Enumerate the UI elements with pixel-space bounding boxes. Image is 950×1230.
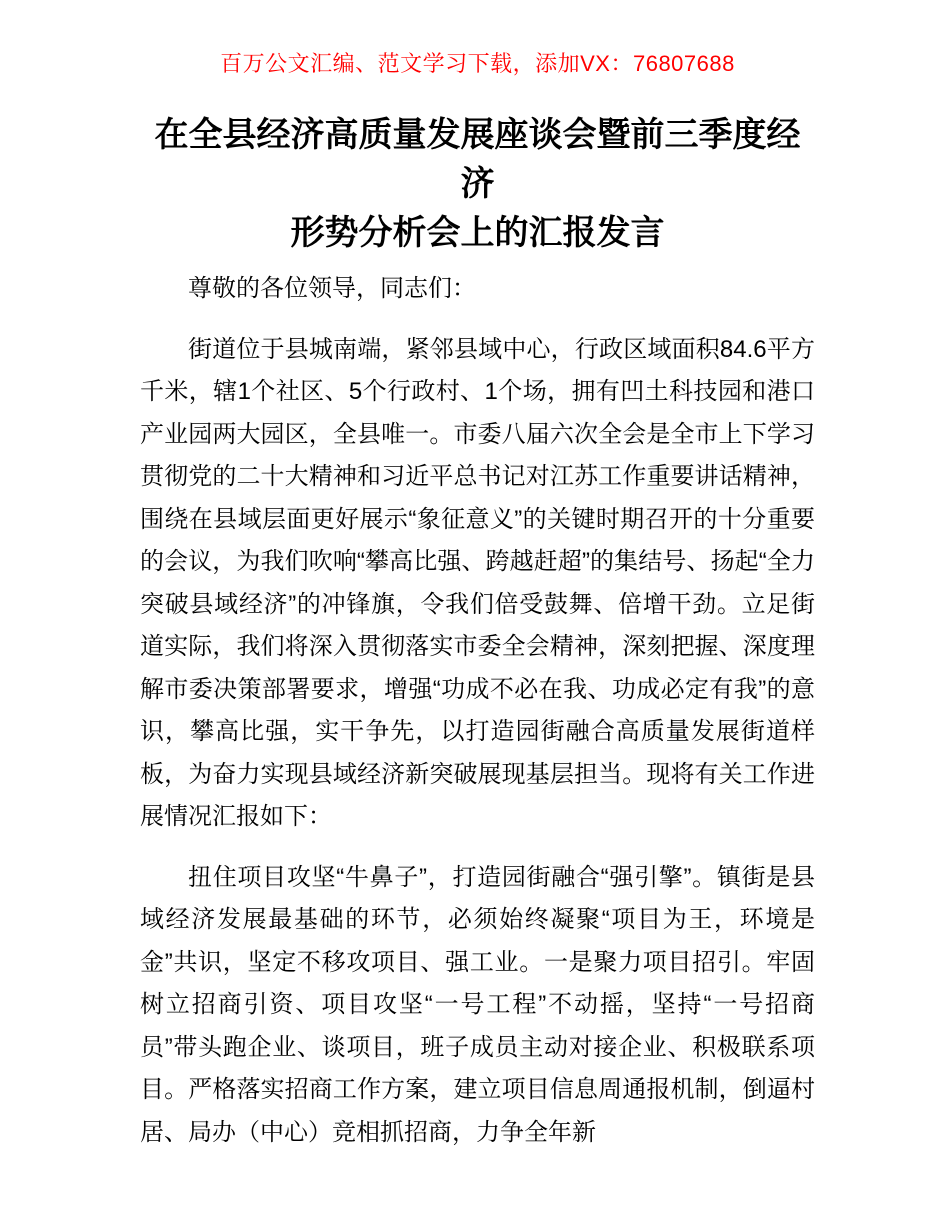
document-title-line: 形势分析会上的汇报发言 (290, 214, 665, 252)
document-paragraph: 扭住项目攻坚“牛鼻子”，打造园街融合“强引擎”。镇街是县域经济发展最基础的环节，必须始终凝聚“项目为王，环境是金”共识，坚定不移攻项目、强工业。一是聚力项目招引。牢固树立招商引资、项目攻坚“一号工程”不动摇，坚持“一号招商员”带头跑企业、谈项目，班子成员主动对接企业、积极联系项目。严格落实招商工作方案，建立项目信息周通报机制，倒逼村居、局办（中心）竞相抓招商，力争全年新 (140, 863, 815, 1146)
document-title (140, 111, 815, 258)
document-body (140, 268, 815, 1154)
document-title-line: 在全县经济高质量发展座谈会暨前三季度经济 (154, 116, 801, 203)
promo-banner: 百万公文汇编、范文学习下载，添加VX：76807688 (220, 51, 735, 76)
document-paragraph: 街道位于县城南端，紧邻县域中心，行政区域面积84.6平方千米，辖1个社区、5个行政村、1个场，拥有凹土科技园和港口产业园两大园区，全县唯一。市委八届六次全会是全市上下学习贯彻党的二十大精神和习近平总书记对江苏工作重要讲话精神，围绕在县域层面更好展示“象征意义”的关键时期召开的十分重要的会议，为我们吹响“攀高比强、跨越赶超”的集结号、扬起“全力突破县域经济”的冲锋旗，令我们倍受鼓舞、倍增干劲。立足街道实际，我们将深入贯彻落实市委全会精神，深刻把握、深度理解市委决策部署要求，增强“功成不必在我、功成必定有我”的意识，攀高比强，实干争先，以打造园街融合高质量发展街道样板，为奋力实现县域经济新突破展现基层担当。现将有关工作进展情况汇报如下： (140, 335, 815, 830)
document-paragraph: 尊敬的各位领导，同志们： (188, 275, 476, 302)
